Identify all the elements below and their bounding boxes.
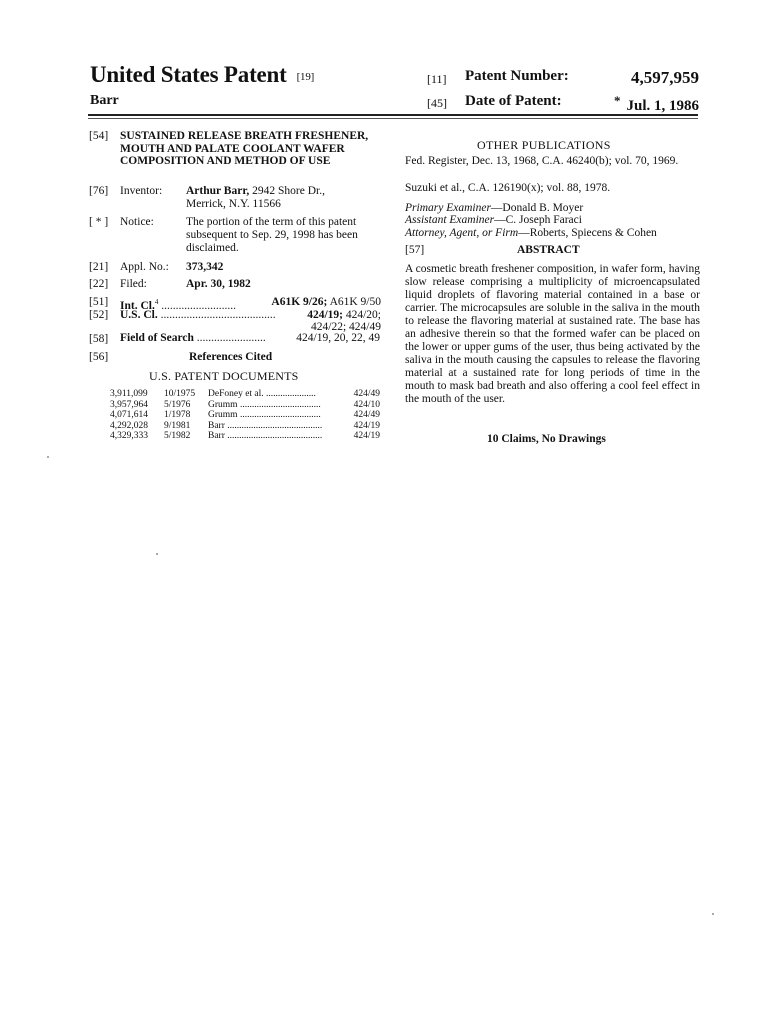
appl-code: [21] <box>89 261 109 273</box>
scan-speck <box>47 456 49 458</box>
intcl-value-rest: A61K 9/50 <box>327 296 381 308</box>
table-row <box>110 389 380 400</box>
us-patent-documents-heading: U.S. PATENT DOCUMENTS <box>149 369 299 383</box>
publication-1: Fed. Register, Dec. 13, 1968, C.A. 46240(b); vol. 70, 1969. <box>405 155 679 167</box>
patent-header-title <box>90 62 314 88</box>
primary-examiner-name: —Donald B. Moyer <box>490 202 584 214</box>
scan-speck <box>156 553 158 555</box>
intcl-code: [51] <box>89 296 109 308</box>
uscl-value-rest: 424/20; <box>342 309 381 321</box>
patent-number-code: [11] <box>427 72 447 86</box>
appl-value: 373,342 <box>186 261 224 273</box>
header-rule-thick <box>88 114 698 116</box>
ref-name: Barr <box>208 431 225 441</box>
field-search-row <box>120 332 380 345</box>
filed-value: Apr. 30, 1982 <box>186 278 251 290</box>
references-table <box>110 389 380 442</box>
ref-class: 424/19 <box>353 420 380 431</box>
patent-title: SUSTAINED RELEASE BREATH FRESHENER, MOUTH AND PALATE COOLANT WAFER COMPOSITION AND METHOD OF USE <box>120 130 369 167</box>
abstract-heading: ABSTRACT <box>517 244 580 256</box>
intcl-sup: 4 <box>154 298 159 306</box>
attorney-name: —Roberts, Spiecens & Cohen <box>518 227 657 239</box>
assistant-examiner-name: —C. Joseph Faraci <box>494 214 582 226</box>
claims-summary: 10 Claims, No Drawings <box>487 433 606 445</box>
ref-class: 424/19 <box>353 431 380 441</box>
uscl-label-text: U.S. Cl. <box>120 309 158 321</box>
references-cited-heading: References Cited <box>189 351 273 363</box>
ref-number: 4,292,028 <box>110 420 148 431</box>
inventor-address2: Merrick, N.Y. 11566 <box>186 198 281 210</box>
date-of-patent-code: [45] <box>427 96 447 110</box>
date-text: Jul. 1, 1986 <box>626 98 699 114</box>
date-of-patent-label: Date of Patent: <box>465 93 562 109</box>
inventor-details <box>186 185 386 211</box>
ref-number: 3,957,964 <box>110 399 148 410</box>
ref-date: 9/1981 <box>164 420 191 431</box>
ref-dots: .................................. <box>239 410 321 420</box>
ref-name: Barr <box>208 420 225 431</box>
intcl-value <box>255 296 381 309</box>
field-search-code: [58] <box>89 333 109 345</box>
field-search-dots: ........................ <box>196 332 266 344</box>
table-row <box>110 400 380 411</box>
scan-speck <box>712 913 714 915</box>
ref-dots: ..................... <box>266 389 316 399</box>
uscl-value-bold: 424/19; <box>307 309 343 321</box>
intcl-value-bold: A61K 9/26; <box>271 296 328 308</box>
header-title-text: United States Patent <box>90 62 287 87</box>
header-rule-thin <box>88 118 698 119</box>
ref-name-cell <box>208 410 348 421</box>
ref-number: 3,911,099 <box>110 389 148 399</box>
ref-name-cell <box>208 400 348 411</box>
notice-label: Notice: <box>120 216 154 228</box>
appl-label: Appl. No.: <box>120 261 169 273</box>
inventor-label: Inventor: <box>120 185 163 197</box>
ref-class: 424/49 <box>353 389 380 399</box>
uscl-code: [52] <box>89 309 109 321</box>
other-publications-heading: OTHER PUBLICATIONS <box>477 138 611 152</box>
intcl-dots: .......................... <box>161 299 236 312</box>
ref-class: 424/10 <box>353 399 380 410</box>
filed-code: [22] <box>89 278 109 290</box>
inventor-address1: 2942 Shore Dr., <box>249 185 325 197</box>
ref-date: 1/1978 <box>164 410 191 420</box>
header-title-code: [19] <box>296 71 315 83</box>
field-search-label <box>120 332 266 345</box>
intcl-label-text: Int. Cl. <box>120 299 155 312</box>
ref-name: Grumm <box>208 399 238 410</box>
ref-date: 5/1976 <box>164 399 191 410</box>
inventor-name: Arthur Barr, <box>186 185 250 197</box>
ref-name-cell <box>208 389 348 400</box>
ref-name-cell <box>208 431 348 442</box>
title-code: [54] <box>89 130 109 142</box>
date-star: * <box>613 93 621 108</box>
ref-name-cell <box>208 421 348 432</box>
table-row <box>110 431 380 442</box>
ref-dots: ........................................ <box>227 431 323 441</box>
publication-2: Suzuki et al., C.A. 126190(x); vol. 88, 1978. <box>405 182 611 194</box>
attorney-label: Attorney, Agent, or Firm <box>405 227 519 239</box>
abstract-code: [57] <box>405 244 425 256</box>
date-of-patent-value <box>614 93 699 115</box>
filed-label: Filed: <box>120 278 147 290</box>
assistant-examiner-label: Assistant Examiner <box>405 214 495 226</box>
uscl-line2: 424/22; 424/49 <box>311 321 381 333</box>
ref-dots: ........................................ <box>227 420 323 431</box>
notice-text: The portion of the term of this patent subsequent to Sep. 29, 1998 has been disclaimed. <box>186 216 358 254</box>
table-row <box>110 410 380 421</box>
ref-date: 5/1982 <box>164 431 191 441</box>
ref-name: Grumm <box>208 410 238 420</box>
attorney-agent-firm <box>405 227 657 240</box>
assistant-examiner <box>405 214 582 227</box>
primary-examiner-label: Primary Examiner <box>405 202 491 214</box>
uscl-label <box>120 309 276 322</box>
header-inventor: Barr <box>90 93 119 108</box>
notice-code: [ * ] <box>89 216 109 228</box>
ref-name: DeFoney et al. <box>208 389 264 399</box>
ref-number: 4,329,333 <box>110 431 148 441</box>
refs-code: [56] <box>89 351 109 363</box>
ref-class: 424/49 <box>353 410 380 420</box>
table-row <box>110 421 380 432</box>
inventor-code: [76] <box>89 185 109 197</box>
ref-dots: .................................. <box>239 399 321 410</box>
ref-number: 4,071,614 <box>110 410 148 420</box>
ref-date: 10/1975 <box>164 389 196 399</box>
uscl-dots: ........................................ <box>160 309 276 321</box>
field-search-value: 424/19, 20, 22, 49 <box>296 332 380 344</box>
field-search-label-text: Field of Search <box>120 332 194 344</box>
patent-number-value: 4,597,959 <box>631 68 699 87</box>
abstract-text: A cosmetic breath freshener composition, in wafer form, having slow release comprising a multiplicity of microencapsulated liquid droplets of flavoring material contained in a base or carrier. The microcapsules are soluble in the saliva in the mouth to release the flavoring material at sustained rate. The base has an adhesive therein so that the formed wafer can be placed on the lower or upper gums of the user, thus being activated by the saliva in the mouth causing the capsules to release the flavoring material at a sustained rate for long periods of time in the mouth to mask bad breath and also offering a cool feel effect in the mouth of the user. <box>405 263 700 405</box>
patent-number-label: Patent Number: <box>465 68 569 84</box>
